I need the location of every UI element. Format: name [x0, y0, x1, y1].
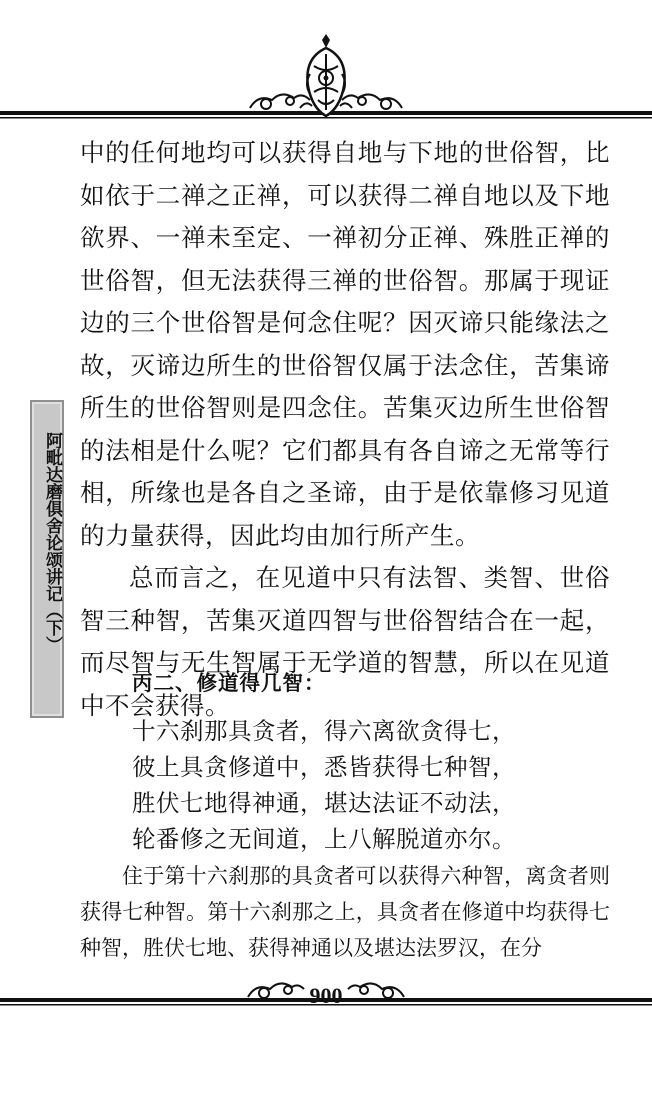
paragraph-2: 总而言之，在见道中只有法智、类智、世俗智三种智，苦集灭道四智与世俗智结合在一起，而尽智与无生智属于无学道的智慧，所以在见道中不会获得。: [80, 563, 610, 720]
verse-block: [132, 713, 602, 857]
verse-line-3: 胜伏七地得神通，堪达法证不动法，: [132, 789, 516, 817]
verse-line-2: 彼上具贪修道中，悉皆获得七种智，: [132, 753, 516, 781]
page-header-ornament: [0, 0, 652, 130]
book-title-vertical: 阿毗达磨俱舍论颂讲记（下）: [42, 432, 62, 653]
verse-line-4: 轮番修之无间道，上八解脱道亦尔。: [132, 825, 516, 853]
paragraph-1: 中的任何地均可以获得自地与下地的世俗智，比如依于二禅之正禅，可以获得二禅自地以及下地欲界、一禅未至定、一禅初分正禅、殊胜正禅的世俗智，但无法获得三禅的世俗智。那属于现证边的三个世俗智是何念住呢？因灭谛只能缘法之故，灭谛边所生的世俗智仅属于法念住，苦集谛所生的世俗智则是四念住。苦集灭边所生世俗智的法相是什么呢？它们都具有各自谛之无常等行相，所缘也是各自之圣谛，由于是依靠修习见道的力量获得，因此均由加行所产生。: [80, 138, 610, 550]
header-ornament-graphic: [0, 0, 652, 130]
section-heading: 丙二、修道得几智：: [132, 671, 326, 695]
vajra-ornament-icon: [307, 34, 345, 116]
commentary-paragraph: 住于第十六刹那的具贪者可以获得六种智，离贪者则获得七种智。第十六刹那之上，具贪者在修道中均获得七种智，胜伏七地、获得神通以及堪达法罗汉，在分: [80, 864, 610, 960]
side-tab: [30, 400, 64, 718]
verse-line-1: 十六刹那具贪者，得六离欲贪得七，: [132, 717, 516, 745]
page-number: 900: [309, 983, 343, 1008]
main-text: [80, 132, 610, 727]
